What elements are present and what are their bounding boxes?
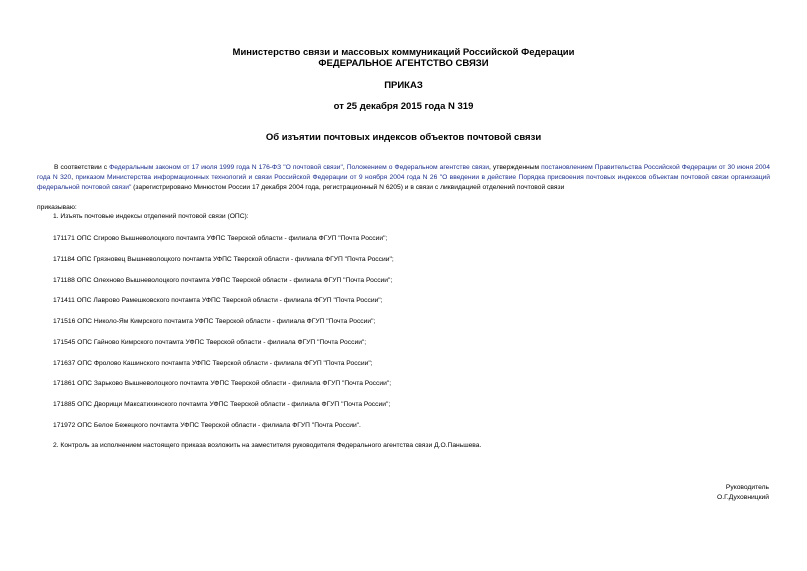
order-item-1: 1. Изъять почтовые индексы отделений почтовой связи (ОПС): [53,213,249,220]
order-item-2: 2. Контроль за исполнением настоящего приказа возложить на заместителя руководителя Федерального агентства связи Д.О.Паньшева. [53,442,482,449]
office-list-item: 171972 ОПС Белое Бежецкого почтамта УФПС Тверской области - филиала ФГУП "Почта России". [53,422,361,429]
link-ministry-order[interactable]: приказом Министерства информационных технологий и связи Российской Федерации от 9 ноября 2004 года N 26 "О введении в действие Порядка присвоения почтовых индексов объектам почтовой связи организаций федеральной почтовой связи" [37,174,770,192]
office-list-item: 171411 ОПС Лаврово Рамешковского почтамта УФПС Тверской области - филиала ФГУП "Почта России"; [53,297,383,304]
link-federal-law[interactable]: Федеральным законом от 17 июля 1999 года N 176-ФЗ "О почтовой связи" [109,164,343,171]
office-list-item: 171861 ОПС Зарьково Вышневолоцкого почтамта УФПС Тверской области - филиала ФГУП "Почта России"; [53,380,392,387]
signatory-title: Руководитель [725,484,769,491]
office-list-item: 171171 ОПС Сгирово Вышневолоцкого почтамта УФПС Тверской области - филиала ФГУП "Почта России"; [53,235,388,242]
ministry-name: Министерство связи и массовых коммуникаций Российской Федерации [232,47,575,58]
signatory-name: О.Г.Духовницкий [717,494,769,501]
office-list-item: 171545 ОПС Гайново Кимрского почтамта УФПС Тверской области - филиала ФГУП "Почта России"; [53,339,367,346]
preamble-tail: (зарегистрировано Минюстом России 17 декабря 2004 года, регистрационный N 6205) и в связи с ликвидацией отделений почтовой связи [131,184,565,192]
office-list-item: 171885 ОПС Дворищи Максатихинского почтамта УФПС Тверской области - филиала ФГУП "Почта России"; [53,401,391,408]
preamble-lead: В соответствии с [54,164,110,171]
preamble-separator: , [71,174,76,182]
link-government-decree[interactable]: постановлением Правительства Российской Федерации от 30 июня 2004 года N 320 [37,164,770,182]
document-date-number: от 25 декабря 2015 года N 319 [333,101,474,112]
preamble-paragraph [37,163,770,194]
preamble-text: , утвержденным [489,164,542,171]
agency-name: ФЕДЕРАЛЬНОЕ АГЕНТСТВО СВЯЗИ [318,58,489,69]
office-list-item: 171184 ОПС Грязновец Вышневолоцкого почтамта УФПС Тверской области - филиала ФГУП "Почта России"; [53,256,394,263]
link-agency-regulation[interactable]: Положением о Федеральном агентстве связи [346,164,489,171]
document-type: ПРИКАЗ [384,80,423,91]
office-list-item: 171516 ОПС Николо-Ям Кимрского почтамта УФПС Тверской области - филиала ФГУП "Почта России"; [53,318,376,325]
office-list-item: 171637 ОПС Фролово Кашинского почтамта УФПС Тверской области - филиала ФГУП "Почта России"; [53,360,373,367]
document-subject: Об изъятии почтовых индексов объектов почтовой связи [265,132,542,143]
order-word: приказываю: [37,204,77,211]
office-list-item: 171188 ОПС Олехново Вышневолоцкого почтамта УФПС Тверской области - филиала ФГУП "Почта России"; [53,277,393,284]
preamble-separator: , [342,164,347,171]
